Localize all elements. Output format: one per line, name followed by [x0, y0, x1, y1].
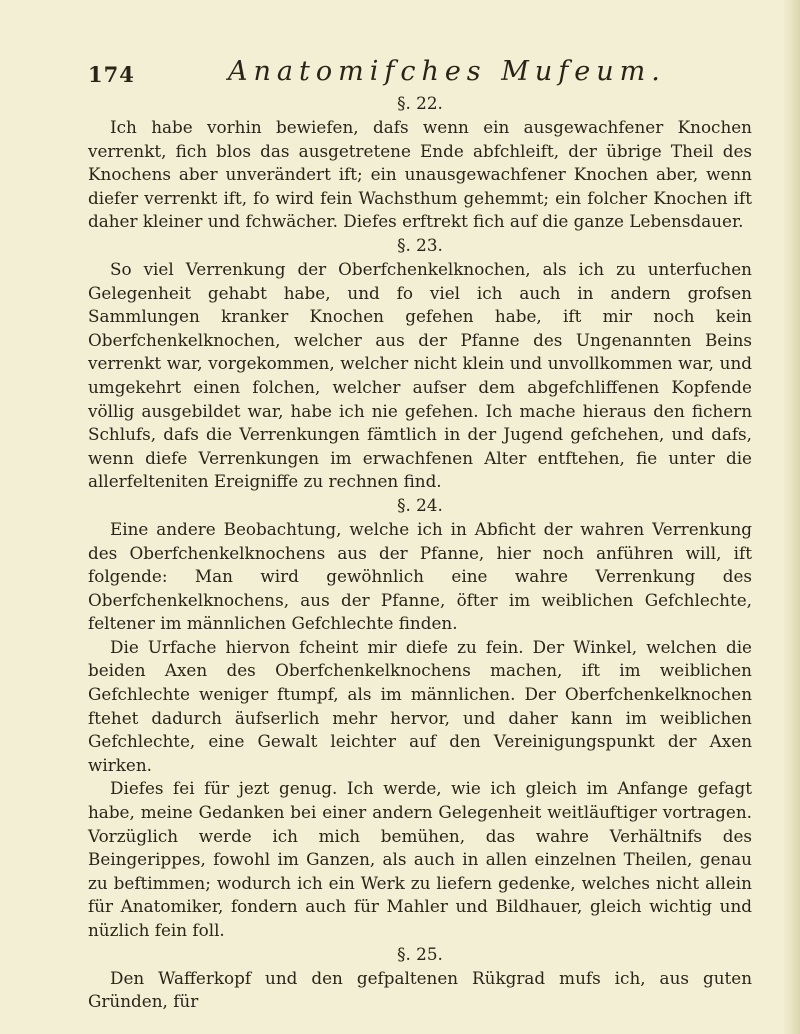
section-number: §. 24.: [397, 494, 443, 515]
paragraph: Diefes fei für jezt genug. Ich werde, wie ich gleich im Anfange gefagt habe, meine Gedanken bei einer andern Gelegenheit weitläuftiger vortragen. Vorzüglich werde ich mich bemühen, das wahre Verhältnifs des Beingerippes, fowohl im Ganzen, als auch in allen einzelnen Theilen, genau zu beftimmen; wodurch ich ein Werk zu liefern gedenke, welches nicht allein für Anatomiker, fondern auch für Mahler und Bildhauer, gleich wichtig und nüzlich fein foll.: [88, 778, 752, 940]
paragraph: Den Wafferkopf und den gefpaltenen Rükgrad mufs ich, aus guten Gründen, für: [88, 967, 752, 1012]
running-title: Anatomifches Mufeum.: [228, 56, 666, 87]
paragraph: Die Urfache hiervon fcheint mir diefe zu fein. Der Winkel, welchen die beiden Axen des Oberfchenkelknochens machen, ift im weiblichen Gefchlechte weniger ftumpf, als im männlichen. Der Oberfchenkelknochen ftehet dadurch äufserlich mehr hervor, und daher kann im weiblichen Gefchlechte, eine Gewalt leichter auf den Vereinigungspunkt der Axen wirken.: [88, 636, 752, 775]
page-number: 174: [88, 62, 135, 87]
paragraph: Eine andere Beobachtung, welche ich in Abficht der wahren Verrenkung des Oberfchenkelknochens aus der Pfanne, hier noch anführen will, ift folgende: Man wird gewöhnlich eine wahre Verrenkung des Oberfchenkelknochens, aus der Pfanne, öfter im weiblichen Gefchlechte, feltener im männlichen Gefchlechte finden.: [88, 518, 752, 634]
paragraph: So viel Verrenkung der Oberfchenkelknochen, als ich zu unterfuchen Gelegenheit gehabt habe, und fo viel ich auch in andern grofsen Sammlungen kranker Knochen gefehen habe, ift mir noch kein Oberfchenkelknochen, welcher aus der Pfanne des Ungenannten Beins verrenkt war, vorgekommen, welcher nicht klein und unvollkommen war, und umgekehrt einen folchen, welcher aufser dem abgefchliffenen Kopfende völlig ausgebildet war, habe ich nie gefehen. Ich mache hieraus den fichern Schlufs, dafs die Verrenkungen fämtlich in der Jugend gefchehen, und dafs, wenn diefe Verrenkungen im erwachfenen Alter entftehen, fie unter die allerfelteniten Ereigniffe zu rechnen find.: [88, 258, 752, 492]
section-number: §. 23.: [397, 234, 443, 255]
section-number: §. 22.: [397, 93, 443, 113]
section-number: §. 25.: [397, 943, 443, 964]
paragraph: Ich habe vorhin bewiefen, dafs wenn ein ausgewachfener Knochen verrenkt, fich blos das ausgetretene Ende abfchleift, der übrige Theil des Knochens aber unverändert ift; ein unausgewachfener Knochen aber, wenn diefer verrenkt ift, fo wird fein Wachsthum gehemmt; ein folcher Knochen ift daher kleiner und fchwächer. Diefes erftrekt fich auf die ganze Lebensdauer.: [88, 117, 752, 232]
page-edge: [784, 0, 800, 1034]
body-text: [88, 92, 752, 1014]
page-header: [88, 52, 728, 88]
